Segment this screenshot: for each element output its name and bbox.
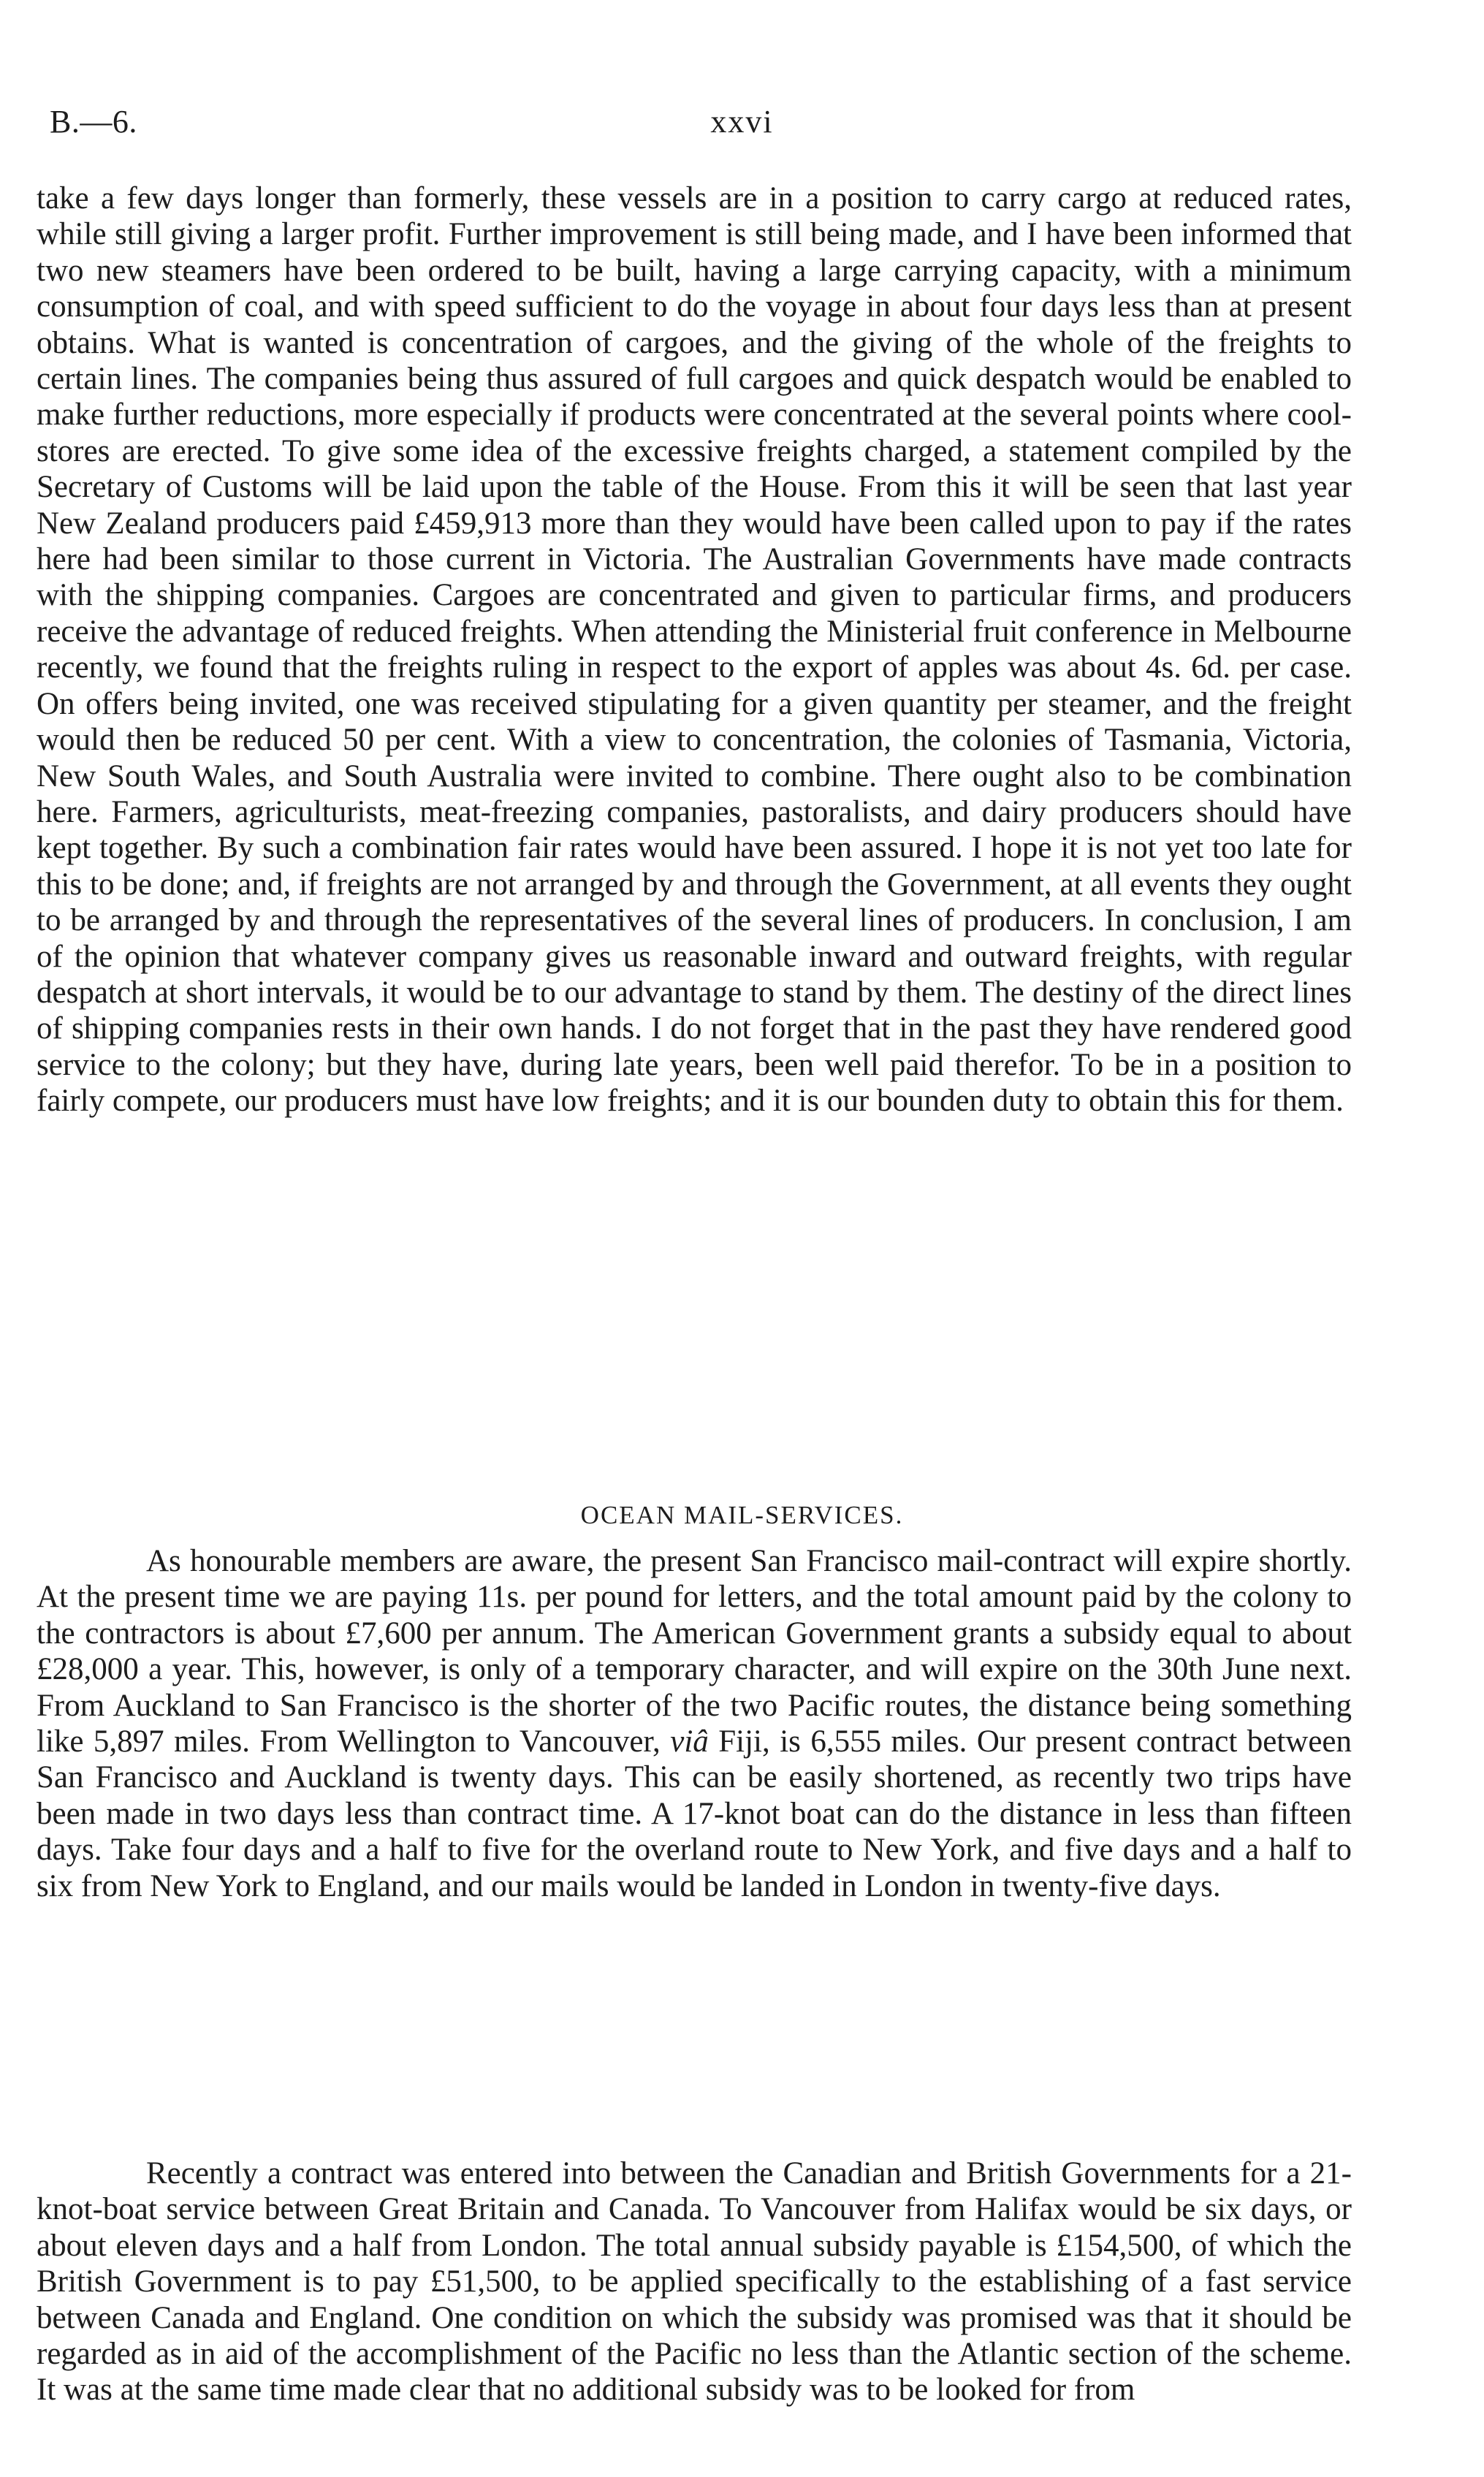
paragraph-mail-contract bbox=[37, 1543, 1352, 1904]
paragraph-text-part: As honourable members are aware, the present San Francisco mail-contract will expire shortly. At the present time we are paying 11s. per pound for letters, and the total amount paid by the colony to the contractors is about £7,600 per annum. The American Government grants a subsidy equal to about £28,000 a year. This, however, is only of a temporary character, and will expire on the 30th June next. From Auckland to San Francisco is the shorter of the two Pacific routes, the distance being something like 5,897 miles. From Wellington to Vancouver, bbox=[37, 1544, 1352, 1759]
paragraph-canadian-contract bbox=[37, 2156, 1352, 2408]
page-number: xxvi bbox=[710, 104, 774, 140]
italic-term-via: viâ bbox=[670, 1724, 709, 1759]
paragraph-text-part: Fiji, is 6,555 miles. Our present contract between San Francisco and Auckland is twenty days. This can be easily shortened, as recently two trips have been made in two days less than contract time. A 17-knot boat can do the distance in less than fifteen days. Take four days and a half to five for the overland route to New York, and five days and a half to six from New York to England, and our mails would be landed in London in twenty-five days. bbox=[37, 1724, 1352, 1903]
paragraph-text: Recently a contract was entered into between the Canadian and British Governments for a 21-knot-boat service between Great Britain and Canada. To Vancouver from Halifax would be six days, or about eleven days and a half from London. The total annual subsidy payable is £154,500, of which the British Government is to pay £51,500, to be applied specifically to the establishing of a fast service between Canada and England. One condition on which the subsidy was promised was that it should be regarded as in aid of the accomplishment of the Pacific no less than the Atlantic section of the scheme. It was at the same time made clear that no additional subsidy was to be looked for from bbox=[37, 2156, 1352, 2408]
paragraph-text bbox=[37, 1543, 1352, 1904]
paragraph-text: take a few days longer than formerly, these vessels are in a position to carry cargo at reduced rates, while still giving a larger profit. Further improvement is still being made, and I have been informed that two new steamers have been ordered to be built, having a large carrying capacity, with a minimum consumption of coal, and with speed sufficient to do the voyage in about four days less than at present obtains. What is wanted is concentration of cargoes, and the giving of the whole of the freights to certain lines. The companies being thus assured of full cargoes and quick despatch would be enabled to make further reductions, more especially if products were concentrated at the several points where cool-stores are erected. To give some idea of the excessive freights charged, a statement compiled by the Secretary of Customs will be laid upon the table of the House. From this it will be seen that last year New Zealand producers paid £459,913 more than they would have been called upon to pay if the rates here had been similar to those current in Victoria. The Australian Governments have made contracts with the shipping companies. Cargoes are concentrated and given to particular firms, and producers receive the advantage of reduced freights. When attending the Ministerial fruit conference in Melbourne recently, we found that the freights ruling in respect to the export of apples was about 4s. 6d. per case. On offers being invited, one was received stipulating for a given quantity per steamer, and the freight would then be reduced 50 per cent. With a view to concentration, the colonies of Tasmania, Victoria, New South Wales, and South Australia were invited to combine. There ought also to be combination here. Farmers, agriculturists, meat-freezing companies, pastoralists, and dairy producers should have kept together. By such a combination fair rates would have been assured. I hope it is not yet too late for this to be done; and, if freights are not arranged by and through the Government, at all events they ought to be arranged by and through the representatives of the several lines of producers. In conclusion, I am of the opinion that whatever company gives us reasonable inward and outward freights, with regular despatch at short intervals, it would be to our advantage to stand by them. The destiny of the direct lines of shipping companies rests in their own hands. I do not forget that in the past they have rendered good service to the colony; but they have, during late years, been well paid therefor. To be in a position to fairly compete, our producers must have low freights; and it is our bounden duty to obtain this for them. bbox=[37, 181, 1352, 1119]
document-reference: B.—6. bbox=[50, 104, 137, 140]
paragraph-freights bbox=[37, 180, 1352, 1119]
section-heading-ocean-mail-services: OCEAN MAIL-SERVICES. bbox=[580, 1501, 904, 1529]
